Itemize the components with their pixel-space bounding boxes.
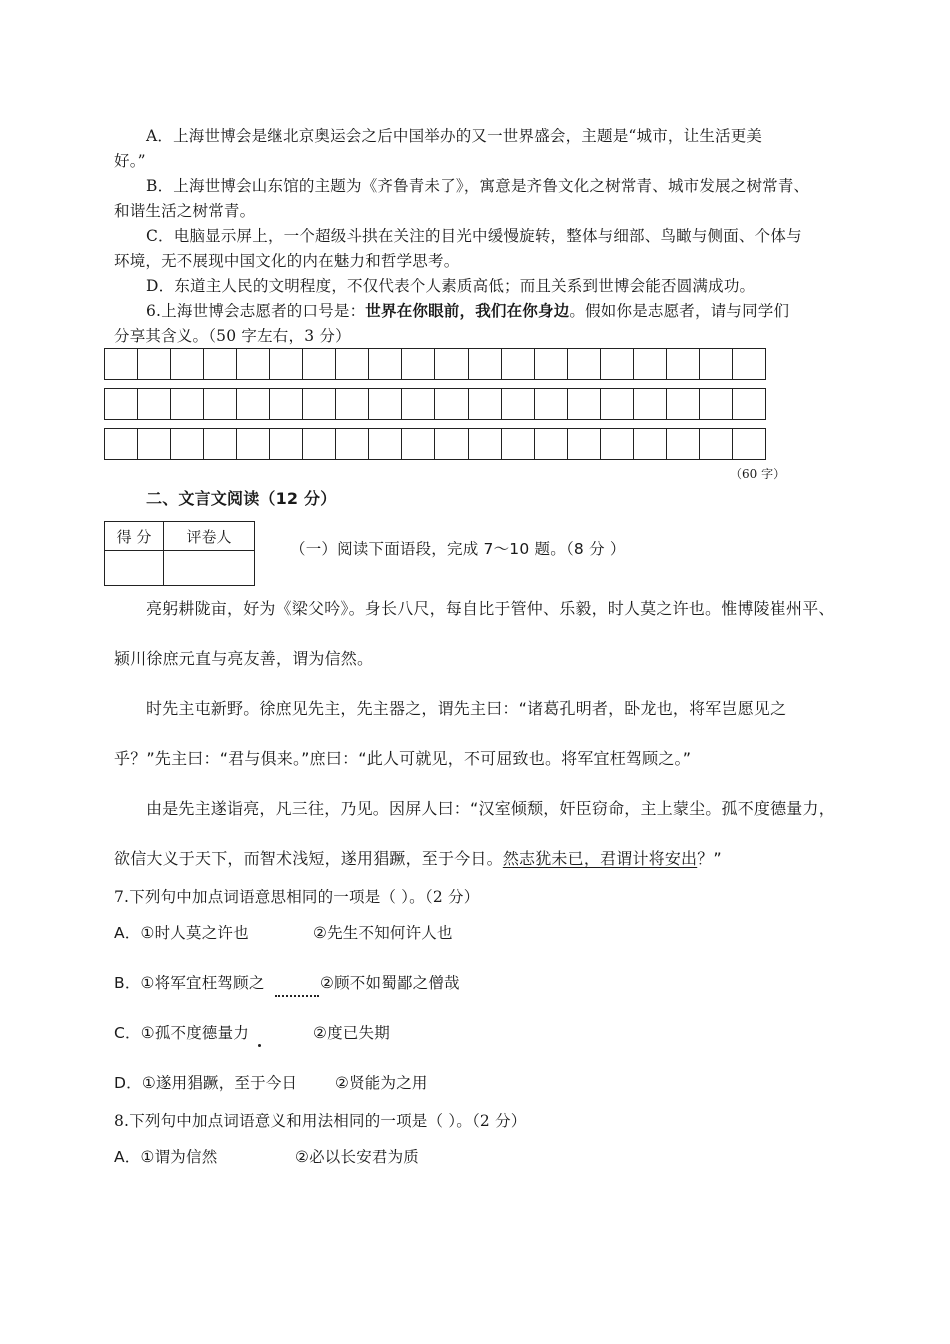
- grid-cell[interactable]: [303, 429, 336, 459]
- score-box: [104, 521, 255, 586]
- grid-cell[interactable]: [535, 389, 568, 419]
- q8-option-a2: ②必以长安君为质: [295, 1148, 419, 1166]
- grid-cell[interactable]: [601, 349, 634, 379]
- grid-cell[interactable]: [402, 349, 435, 379]
- grid-cell[interactable]: [105, 349, 138, 379]
- score-input-cell[interactable]: [105, 551, 164, 586]
- grid-cell[interactable]: [204, 429, 237, 459]
- q8-option-a1: A．①谓为信然: [114, 1148, 218, 1166]
- q5-option-c: C．电脑显示屏上，一个超级斗拱在关注的目光中缓慢旋转，整体与细部、鸟瞰与侧面、个体与: [146, 227, 802, 245]
- grid-cell[interactable]: [435, 349, 468, 379]
- grid-cell[interactable]: [171, 349, 204, 379]
- grid-cell[interactable]: [568, 389, 601, 419]
- grid-cell[interactable]: [435, 429, 468, 459]
- q5-option-a-cont: 好。”: [114, 152, 146, 170]
- grid-row: [104, 428, 766, 460]
- grid-cell[interactable]: [369, 349, 402, 379]
- grid-cell[interactable]: [535, 429, 568, 459]
- grid-cell[interactable]: [535, 349, 568, 379]
- grid-word-count-note: （60 字）: [730, 467, 786, 481]
- grid-cell[interactable]: [469, 349, 502, 379]
- grid-cell[interactable]: [138, 429, 171, 459]
- grid-cell[interactable]: [568, 349, 601, 379]
- emphasis-dot: [258, 1044, 261, 1047]
- grid-cell[interactable]: [502, 349, 535, 379]
- q6-slogan: 世界在你眼前，我们在你身边: [365, 302, 570, 320]
- q7-option-a1: A．①时人莫之许也: [114, 924, 249, 942]
- q7-option-c1: C．①孤不度德量力: [114, 1024, 250, 1042]
- grid-cell[interactable]: [700, 389, 733, 419]
- grid-cell[interactable]: [303, 389, 336, 419]
- grid-cell[interactable]: [502, 429, 535, 459]
- q7-option-b2: ②顾不如蜀鄙之僧哉: [320, 974, 460, 992]
- grid-cell[interactable]: [369, 429, 402, 459]
- grid-cell[interactable]: [204, 389, 237, 419]
- q5-option-b: B．上海世博会山东馆的主题为《齐鲁青未了》，寓意是齐鲁文化之树常青、城市发展之树常青、: [146, 177, 810, 195]
- q5-option-a: A．上海世博会是继北京奥运会之后中国举办的又一世界盛会，主题是“城市，让生活更美: [146, 127, 763, 145]
- q7-option-b1: B．①将军宜枉驾顾之: [114, 974, 265, 992]
- q7-option-d1: D．①遂用猖蹶，至于今日: [114, 1074, 298, 1092]
- grid-cell[interactable]: [667, 349, 700, 379]
- q7-stem: 7.下列句中加点词语意思相同的一项是（ ）。（2 分）: [114, 888, 480, 906]
- grid-cell[interactable]: [237, 349, 270, 379]
- q7-option-a2: ②先生不知何许人也: [313, 924, 453, 942]
- q5-option-b-cont: 和谐生活之树常青。: [114, 202, 256, 220]
- grid-cell[interactable]: [369, 389, 402, 419]
- grid-cell[interactable]: [667, 389, 700, 419]
- answer-writing-grid[interactable]: [104, 348, 766, 460]
- passage-p2-line1: 时先主屯新野。徐庶见先主，先主器之，谓先主曰：“诸葛孔明者，卧龙也，将军岂愿见之: [146, 699, 787, 718]
- grid-cell[interactable]: [667, 429, 700, 459]
- grid-cell[interactable]: [138, 389, 171, 419]
- grid-cell[interactable]: [303, 349, 336, 379]
- grid-cell[interactable]: [105, 389, 138, 419]
- passage-underlined-sentence: 然志犹未已，君谓计将安出: [502, 849, 698, 868]
- passage-p2-line2: 乎？”先主曰：“君与俱来。”庶曰：“此人可就见，不可屈致也。将军宜枉驾顾之。”: [114, 749, 692, 768]
- q6-stem: [146, 300, 789, 322]
- grid-cell[interactable]: [336, 429, 369, 459]
- passage-p3-line2-b: ？”: [697, 849, 722, 868]
- grid-cell[interactable]: [733, 429, 765, 459]
- grid-cell[interactable]: [270, 389, 303, 419]
- grid-row: [104, 348, 766, 380]
- grader-input-cell[interactable]: [164, 551, 255, 586]
- grid-cell[interactable]: [237, 389, 270, 419]
- q7-option-d2: ②贤能为之用: [335, 1074, 428, 1092]
- grid-cell[interactable]: [634, 389, 667, 419]
- grid-cell[interactable]: [171, 389, 204, 419]
- grid-cell[interactable]: [469, 389, 502, 419]
- emphasis-dots-blank: [275, 995, 319, 997]
- grid-cell[interactable]: [568, 429, 601, 459]
- grid-cell[interactable]: [700, 429, 733, 459]
- q6-suffix: 。假如你是志愿者，请与同学们: [569, 302, 790, 320]
- section-title: 二、文言文阅读（12 分）: [146, 489, 337, 508]
- grid-cell[interactable]: [402, 429, 435, 459]
- q5-option-c-cont: 环境，无不展现中国文化的内在魅力和哲学思考。: [114, 252, 460, 270]
- grid-cell[interactable]: [237, 429, 270, 459]
- q8-stem: 8.下列句中加点词语意义和用法相同的一项是（ ）。（2 分）: [114, 1112, 527, 1130]
- grid-cell[interactable]: [336, 349, 369, 379]
- grid-cell[interactable]: [733, 349, 765, 379]
- q5-option-d: D．东道主人民的文明程度，不仅代表个人素质高低；而且关系到世博会能否圆满成功。: [146, 277, 756, 295]
- grid-cell[interactable]: [502, 389, 535, 419]
- passage-p1-line1: 亮躬耕陇亩，好为《梁父吟》。身长八尺，每自比于管仲、乐毅，时人莫之许也。惟博陵崔州平、: [146, 599, 835, 618]
- grid-cell[interactable]: [402, 389, 435, 419]
- subsection-title: （一）阅读下面语段，完成 7～10 题。（8 分 ）: [290, 540, 626, 558]
- grid-cell[interactable]: [700, 349, 733, 379]
- q6-prefix: 6.上海世博会志愿者的口号是：: [146, 302, 366, 320]
- score-label: 得 分: [105, 522, 164, 551]
- grid-cell[interactable]: [204, 349, 237, 379]
- grid-cell[interactable]: [138, 349, 171, 379]
- grid-cell[interactable]: [105, 429, 138, 459]
- grid-cell[interactable]: [270, 349, 303, 379]
- passage-p3-line2-a: 欲信大义于天下，而智术浅短，遂用猖蹶，至于今日。: [114, 849, 503, 868]
- grid-row: [104, 388, 766, 420]
- grid-cell[interactable]: [336, 389, 369, 419]
- passage-p3-line2: [114, 848, 722, 870]
- passage-p1-line2: 颍川徐庶元直与亮友善，谓为信然。: [114, 649, 374, 668]
- grid-cell[interactable]: [171, 429, 204, 459]
- grader-label: 评卷人: [164, 522, 255, 551]
- grid-cell[interactable]: [634, 429, 667, 459]
- grid-cell[interactable]: [601, 429, 634, 459]
- grid-cell[interactable]: [601, 389, 634, 419]
- grid-cell[interactable]: [435, 389, 468, 419]
- q7-option-c2: ②度已失期: [313, 1024, 390, 1042]
- grid-cell[interactable]: [634, 349, 667, 379]
- grid-cell[interactable]: [469, 429, 502, 459]
- grid-cell[interactable]: [270, 429, 303, 459]
- passage-p3-line1: 由是先主遂诣亮，凡三往，乃见。因屏人曰：“汉室倾颓，奸臣窃命，主上蒙尘。孤不度德量力，: [146, 799, 835, 818]
- grid-cell[interactable]: [733, 389, 765, 419]
- q6-stem-cont: 分享其含义。（50 字左右，3 分）: [114, 327, 351, 345]
